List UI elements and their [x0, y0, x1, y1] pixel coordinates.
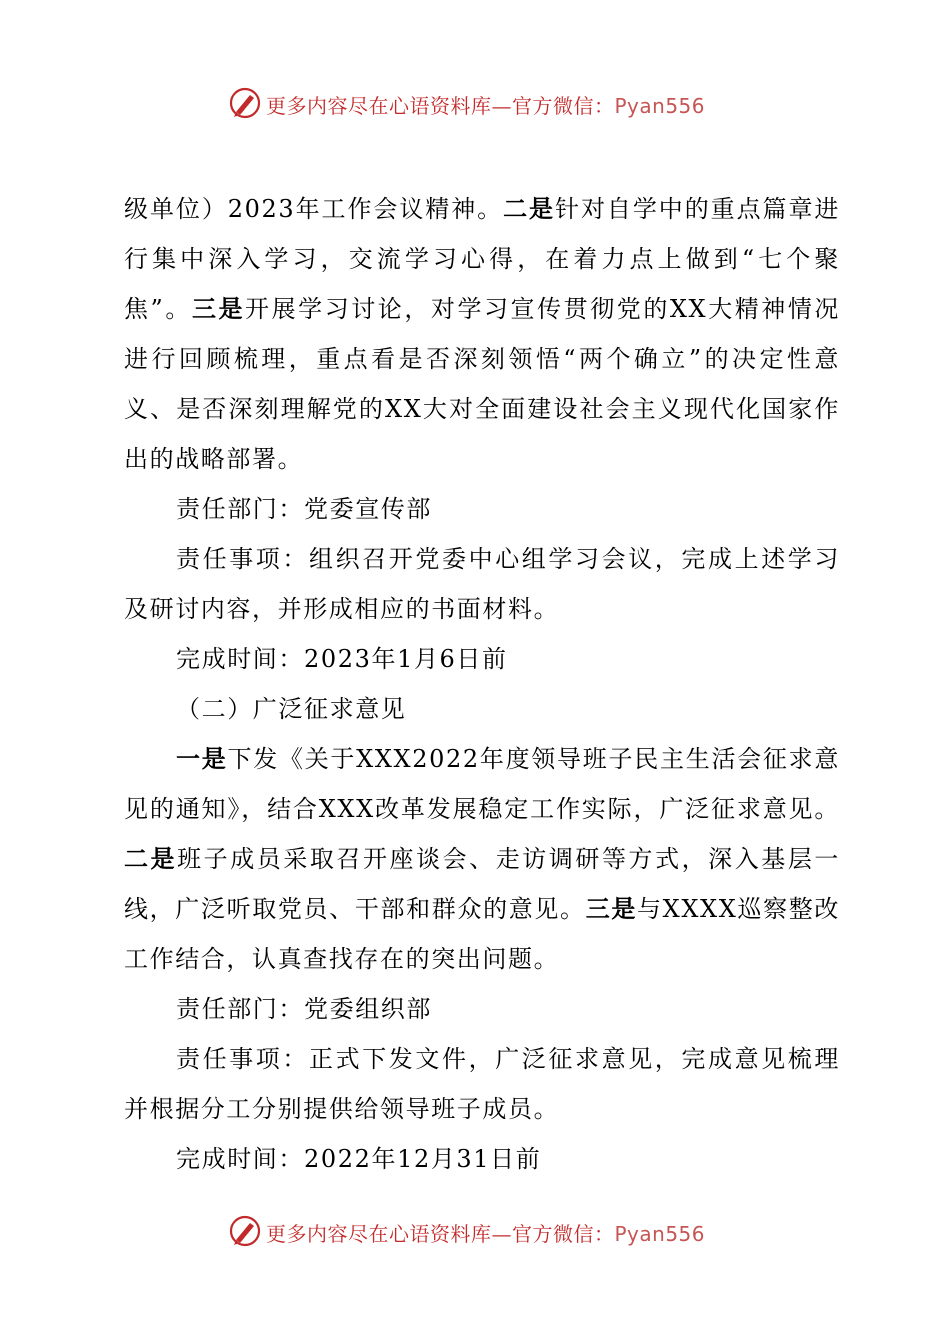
- paragraph-text: 开展学习讨论，对学习宣传贯彻党的XX大精神情况进行回顾梳理，重点看是否深刻领悟“两个确立”的决定性意义、是否深刻理解党的XX大对全面建设社会主义现代化国家作出的战略部署。: [124, 295, 840, 473]
- pen-logo-icon: [228, 86, 262, 120]
- bold-lead-text: 三是: [585, 895, 637, 923]
- paragraph-text: （二）广泛征求意见: [176, 695, 407, 723]
- paragraph: [124, 984, 840, 1034]
- watermark-text: 更多内容尽在心语资料库—官方微信：Pyan556: [266, 1222, 706, 1246]
- paragraph-text: 完成时间：2022年12月31日前: [176, 1145, 542, 1173]
- bold-lead-text: 二是: [124, 845, 178, 873]
- footer-watermark: [0, 1212, 950, 1252]
- paragraph-text: 责任事项：正式下发文件，广泛征求意见，完成意见梳理并根据分工分别提供给领导班子成员。: [124, 1045, 840, 1123]
- paragraph-text: 针对自学中的重点篇章进行集中深入学习，交流学习心得，在着力点上做到“七个聚焦”。: [124, 195, 840, 323]
- bold-lead-text: 一是: [176, 745, 228, 773]
- paragraph-text: 责任部门：党委宣传部: [176, 495, 432, 523]
- paragraph-text: 完成时间：2023年1月6日前: [176, 645, 508, 673]
- bold-lead-text: 三是: [191, 295, 246, 323]
- paragraph-text: 与XXXX巡察整改工作结合，认真查找存在的突出问题。: [124, 895, 840, 973]
- paragraph-text: 班子成员采取召开座谈会、走访调研等方式，深入基层一线，广泛听取党员、干部和群众的意见。: [124, 845, 840, 923]
- watermark-text: 更多内容尽在心语资料库—官方微信：Pyan556: [266, 94, 706, 118]
- paragraph: [124, 1134, 840, 1184]
- paragraph-text: 级单位）2023年工作会议精神。: [124, 195, 504, 223]
- paragraph: [124, 684, 840, 734]
- paragraph: [124, 484, 840, 534]
- paragraph: [124, 1034, 840, 1134]
- paragraph: [124, 634, 840, 684]
- paragraph: [124, 534, 840, 634]
- paragraph: [124, 184, 840, 484]
- pen-logo-icon: [228, 1214, 262, 1248]
- header-watermark: [0, 84, 950, 124]
- bold-lead-text: 二是: [503, 195, 555, 223]
- paragraph-text: 责任部门：党委组织部: [176, 995, 432, 1023]
- paragraph: [124, 734, 840, 984]
- paragraph-text: 责任事项：组织召开党委中心组学习会议，完成上述学习及研讨内容，并形成相应的书面材料。: [124, 545, 840, 623]
- document-body: [124, 184, 840, 1184]
- paragraph-text: 下发《关于XXX2022年度领导班子民主生活会征求意见的通知》，结合XXX改革发展稳定工作实际，广泛征求意见。: [124, 745, 841, 823]
